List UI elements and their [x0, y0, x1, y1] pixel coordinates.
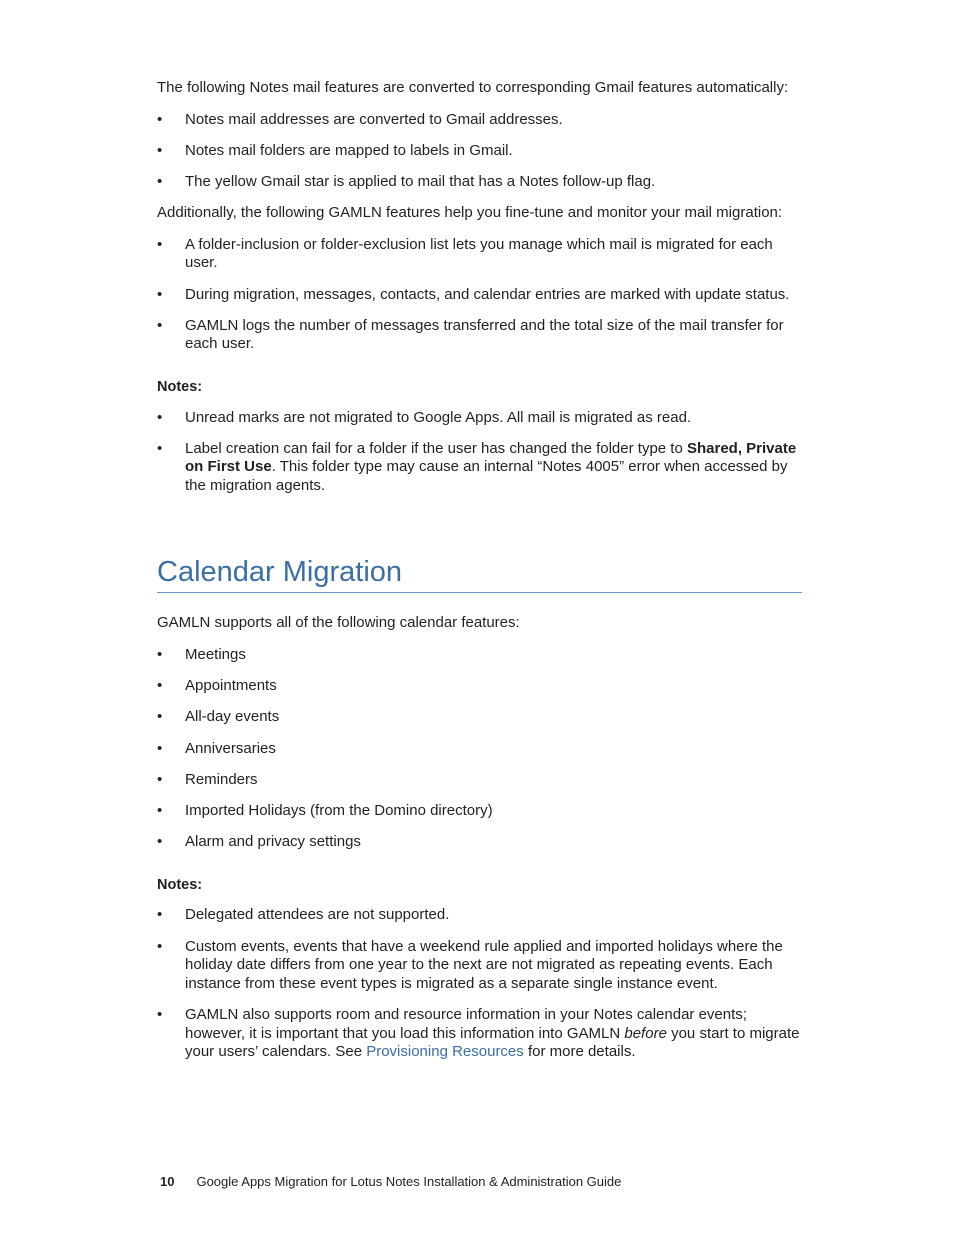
bullet: • — [157, 646, 163, 664]
list-item: • Anniversaries — [157, 739, 276, 757]
mail-features-list — [157, 111, 802, 192]
footer-title: Google Apps Migration for Lotus Notes Installation & Administration Guide — [196, 1174, 622, 1189]
bullet: • — [157, 739, 163, 757]
calendar-notes-list — [157, 906, 802, 1061]
page-footer — [160, 1174, 621, 1189]
mail-features-intro: The following Notes mail features are converted to corresponding Gmail features automatically: — [157, 79, 789, 96]
bullet: • — [157, 285, 163, 303]
list-item: • The yellow Gmail star is applied to mail that has a Notes follow-up flag. — [157, 172, 656, 190]
list-item: • Unread marks are not migrated to Google Apps. All mail is migrated as read. — [157, 408, 692, 426]
list-item: • A folder-inclusion or folder-exclusion list lets you manage which mail is migrated for each user. — [157, 235, 773, 272]
calendar-section — [157, 555, 802, 1061]
section-heading: Calendar Migration — [157, 555, 802, 593]
bullet: • — [157, 708, 163, 726]
list-item: • All-day events — [157, 708, 280, 726]
page-number: 10 — [160, 1174, 175, 1189]
list-item: • Notes mail addresses are converted to Gmail addresses. — [157, 110, 563, 128]
additional-features-list — [157, 236, 802, 354]
bullet: • — [157, 235, 163, 253]
list-item: • Delegated attendees are not supported. — [157, 906, 450, 924]
list-item: • Notes mail folders are mapped to labels in Gmail. — [157, 141, 513, 159]
calendar-intro: GAMLN supports all of the following calendar features: — [157, 614, 520, 632]
bullet: • — [157, 316, 163, 334]
calendar-notes-label: Notes: — [157, 876, 203, 893]
bullet: • — [157, 439, 163, 457]
list-item: • Reminders — [157, 770, 258, 788]
list-item: • During migration, messages, contacts, and calendar entries are marked with update status. — [157, 285, 790, 303]
list-item: • GAMLN also supports room and resource information in your Notes calendar events; however, it is important that you load this information into GAMLN before you start to migrate your users’ calendars. See Provisioning Resources for more details. — [157, 1005, 800, 1061]
bullet: • — [157, 1005, 163, 1023]
emphasis-before: before — [624, 1024, 667, 1042]
mail-notes-list — [157, 409, 802, 496]
page-content — [157, 79, 802, 1074]
list-item: • Label creation can fail for a folder if the user has changed the folder type to Shared, Private on First Use. This folder type may cause an internal “Notes 4005” error when accessed by the migration agents. — [157, 439, 797, 494]
bullet: • — [157, 802, 163, 819]
provisioning-resources-link[interactable]: Provisioning Resources — [366, 1043, 524, 1061]
calendar-features-list — [157, 646, 802, 852]
bullet: • — [157, 770, 163, 788]
bullet: • — [157, 110, 163, 128]
list-item: • Custom events, events that have a weekend rule applied and imported holidays where the holiday date differs from one year to the next are not migrated as repeating events. Each instance from these event types is migrated as a separate single instance event. — [157, 937, 783, 992]
list-item: • Meetings — [157, 646, 246, 664]
bullet: • — [157, 408, 163, 426]
bullet: • — [157, 906, 163, 924]
list-item: • Imported Holidays (from the Domino directory) — [157, 802, 493, 819]
bullet: • — [157, 677, 163, 695]
bullet: • — [157, 141, 163, 159]
bullet: • — [157, 172, 163, 190]
bullet: • — [157, 833, 163, 851]
list-item: • GAMLN logs the number of messages transferred and the total size of the mail transfer for each user. — [157, 316, 784, 353]
list-item: • Appointments — [157, 677, 277, 695]
bullet: • — [157, 937, 163, 955]
mail-notes-label: Notes: — [157, 378, 203, 395]
additional-features-intro: Additionally, the following GAMLN features help you fine-tune and monitor your mail migration: — [157, 204, 783, 222]
folder-type-name: Shared, Private on First Use — [185, 439, 797, 476]
list-item: • Alarm and privacy settings — [157, 833, 361, 851]
